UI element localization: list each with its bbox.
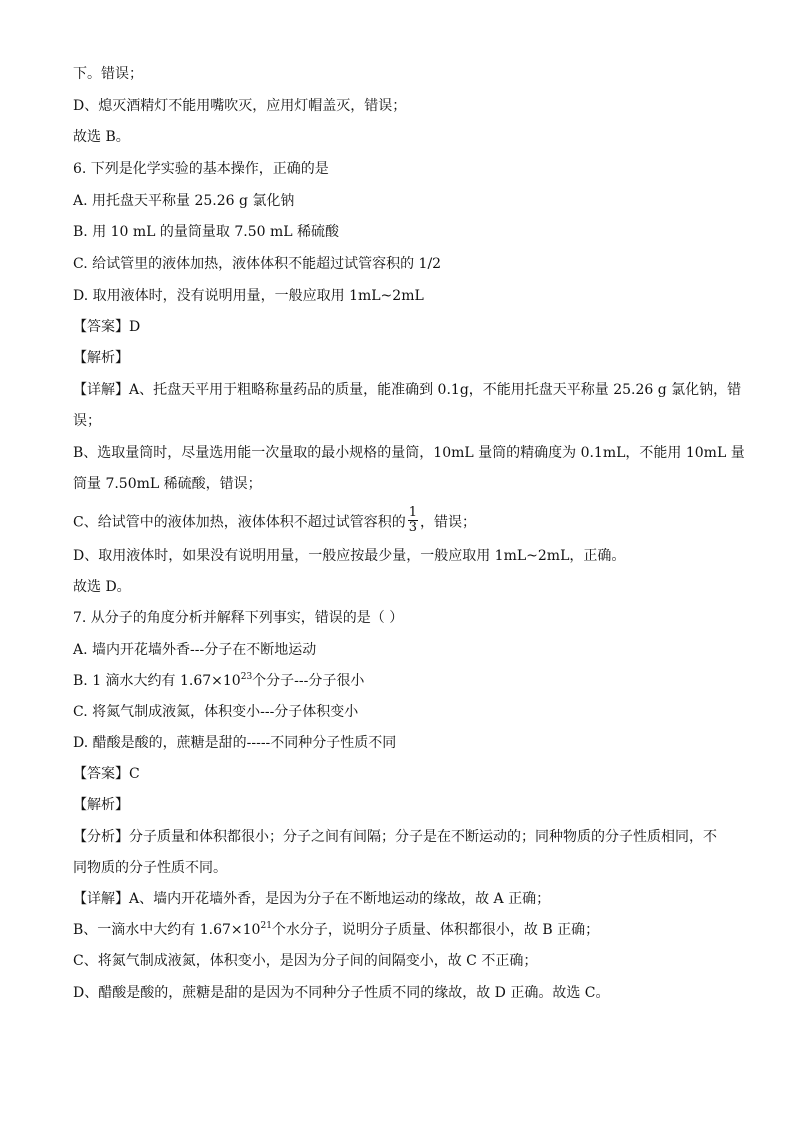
question-6-option-b: B. 用 10 mL 的量筒量取 7.50 mL 稀硫酸	[73, 224, 340, 240]
question-7-option-c: C. 将氮气制成液氮，体积变小---分子体积变小	[73, 704, 359, 720]
answer-6: 【答案】D	[73, 319, 141, 335]
explanation-6: 误；	[73, 413, 101, 429]
explanation-6-text: ，错误；	[420, 514, 476, 531]
question-6-option-d: D. 取用液体时，没有说明用量，一般应取用 1mL~2mL	[73, 288, 424, 304]
explanation-7: D、醋酸是酸的，蔗糖是甜的是因为不同种分子性质不同的缘故，故 D 正确。故选 C。	[73, 985, 610, 1001]
fraction-one-third	[408, 506, 418, 535]
exponent: 23	[240, 672, 253, 682]
question-7-stem: 7. 从分子的角度分析并解释下列事实，错误的是（ ）	[73, 610, 404, 626]
fraction-numerator: 1	[408, 505, 417, 520]
option-text: B. 1 滴水大约有 1.67×10	[73, 673, 241, 689]
explanation-6: D、取用液体时，如果没有说明用量，一般应按最少量，一般应取用 1mL~2mL，正确。	[73, 548, 626, 564]
explanation-6: 【详解】A、托盘天平用于粗略称量药品的质量，能准确到 0.1g，不能用托盘天平称量 25.26 g 氯化钠，错	[73, 382, 742, 398]
explanation-6: B、选取量筒时，尽量选用能一次量取的最小规格的量筒，10mL 量筒的精确度为 0.1mL，不能用 10mL 量	[73, 445, 745, 461]
analysis-6-heading: 【解析】	[73, 350, 129, 366]
text-line: 故选 B。	[73, 129, 130, 145]
text-line: 下。错误；	[73, 66, 143, 82]
analysis-7: 同物质的分子性质不同。	[73, 860, 227, 876]
exponent: 21	[260, 921, 272, 931]
explanation-6: 故选 D。	[73, 579, 131, 595]
explanation-7-line-b	[73, 920, 724, 940]
explanation-text: 个水分子，说明分子质量、体积都很小，故 B 正确；	[271, 922, 600, 938]
explanation-text: B、一滴水中大约有 1.67×10	[73, 922, 261, 938]
explanation-6: 筒量 7.50mL 稀硫酸，错误；	[73, 476, 262, 492]
explanation-7: C、将氮气制成液氮，体积变小，是因为分子间的间隔变小，故 C 不正确；	[73, 953, 538, 969]
question-6-stem: 6. 下列是化学实验的基本操作，正确的是	[73, 161, 329, 177]
question-7-option-a: A. 墙内开花墙外香---分子在不断地运动	[73, 642, 317, 658]
analysis-7: 【分析】分子质量和体积都很小；分子之间有间隔；分子是在不断运动的；同种物质的分子性质相同，不	[73, 829, 717, 845]
question-7-option-b	[73, 671, 724, 691]
text-line: D、熄灭酒精灯不能用嘴吹灭，应用灯帽盖灭，错误；	[73, 98, 407, 114]
question-6-option-a: A. 用托盘天平称量 25.26 g 氯化钠	[73, 193, 295, 209]
explanation-6-text: C、给试管中的液体加热，液体体积不超过试管容积的	[73, 514, 406, 531]
explanation-6-fraction-line	[73, 505, 724, 537]
analysis-7-heading: 【解析】	[73, 797, 129, 813]
explanation-7: 【详解】A、墙内开花墙外香，是因为分子在不断地运动的缘故，故 A 正确；	[73, 891, 551, 907]
question-7-option-d: D. 醋酸是酸的，蔗糖是甜的-----不同种分子性质不同	[73, 735, 397, 751]
answer-7: 【答案】C	[73, 766, 140, 782]
question-6-option-c: C. 给试管里的液体加热，液体体积不能超过试管容积的 1/2	[73, 256, 442, 272]
option-text: 个分子---分子很小	[252, 673, 365, 689]
fraction-denominator: 3	[408, 520, 417, 535]
